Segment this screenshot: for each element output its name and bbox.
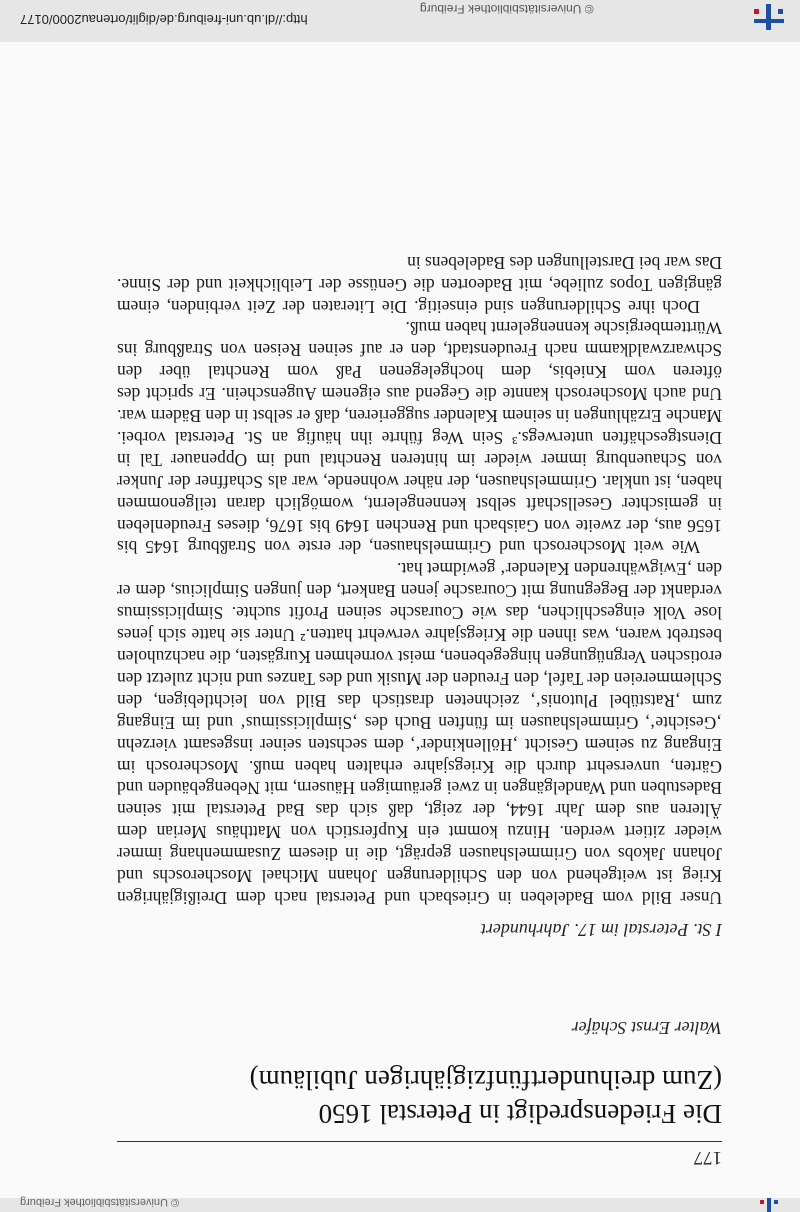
- body-text: [117, 251, 722, 908]
- article-title: Die Friedenspredigt in Peterstal 1650: [318, 1099, 722, 1129]
- document-url[interactable]: http://dl.ub.uni-freiburg.de/diglit/ortenau2000/0177: [20, 12, 308, 27]
- copyright-bottom: © Universitätsbibliothek Freiburg: [20, 1196, 180, 1208]
- page-content: [0, 42, 800, 1198]
- paragraph-3: Doch ihre Schilderungen sind einseitig. Die Literaten der Zeit verbinden, einem gängigen Topos zuliebe, mit Badeorten die Genüsse der Leiblichkeit und der Sinne. Das war bei Darstellungen des Badelebens in: [117, 252, 722, 317]
- copyright-top: © Universitätsbibliothek Freiburg: [420, 2, 594, 16]
- author-name: Walter Ernst Schäfer: [571, 1018, 722, 1038]
- header-rule: [117, 1141, 722, 1142]
- viewer-bottom-bar: [0, 1198, 800, 1212]
- page-number: 177: [693, 1147, 722, 1168]
- scanned-page: [0, 42, 800, 1198]
- article-subtitle: (Zum dreihundertfünfzigjährigen Jubiläum): [249, 1065, 722, 1095]
- university-logo-small-icon: [758, 1198, 780, 1212]
- paragraph-2: Wie weit Moscherosch und Grimmelshausen, der erste von Straßburg 1645 bis 1656 aus, der zweite von Gaisbach und Renchen 1649 bis 1676, dieses Freudenleben in gemischter Gesellschaft selbst kennengelernt, womöglich daran teilgenommen haben, ist unklar. Grimmelshausen, der näher wohnende, war als Schaffner der Junker von Schauenburg immer wieder im hinteren Renchtal und im Oppenauer Tal in Dienstgeschäften unterwegs.³ Sein Weg führte ihn häufig an St. Peterstal vorbei. Manche Erzählungen in seinem Kalender suggerieren, daß er selbst in den Bädern war. Und auch Moscherosch kannte die Gegend aus eigenem Augenschein. Er spricht des öfteren vom Kniebis, dem hochgelegenen Paß vom Renchtal über den Schwarzwaldkamm nach Freudenstadt, den er auf seinen Reisen von Straßburg ins Württembergische kennengelernt haben muß.: [117, 318, 722, 558]
- section-heading: I St. Peterstal im 17. Jahrhundert: [480, 920, 722, 940]
- university-logo-icon: [748, 0, 792, 34]
- paragraph-1: Unser Bild vom Badeleben in Griesbach und Peterstal nach dem Dreißigjährigen Krieg ist weitgehend von den Schilderungen Johann Michael Moscheroschs und Johann Jakobs von Grimmelshausen geprägt, die in diesem Zusammenhang immer wieder zitiert werden. Hinzu kommt ein Kupferstich von Matthäus Merian dem Älteren aus dem Jahr 1644, der zeigt, daß sich das Bad Peterstal mit seinen Badestuben und Wandelgängen in zwei geräumigen Häusern, mit Nebengebäuden und Gärten, unversehrt durch die Kriegsjahre erhalten haben muß. Moscherosch im Eingang zu seinem Gesicht ‚Höllenkinder‘, dem sechsten seiner insgesamt vierzehn ‚Gesichte‘, Grimmelshausen im fünften Buch des ‚Simplicissimus‘ und im Eingang zum ‚Ratstübel Plutonis‘, zeichneten drastisch das Bild von leichtlebigen, den Schlemmereien der Tafel, den Freuden der Musik und des Tanzes und nicht zuletzt den erotischen Vergnügungen hingegebenen, meist vornehmen Kurgästen, die nachzuholen bestrebt waren, was ihnen die Kriegsjahre verwehrt hatten.² Unter sie hatte sich jenes lose Volk eingeschlichen, das wie Courasche seinen Profit suchte. Simplicissimus verdankt der Begegnung mit Courasche jenen Bankert, den jungen Simplicius, dem er den ‚Ewigwährenden Kalender‘ gewidmet hat.: [117, 559, 722, 908]
- viewer-top-bar: [0, 0, 800, 42]
